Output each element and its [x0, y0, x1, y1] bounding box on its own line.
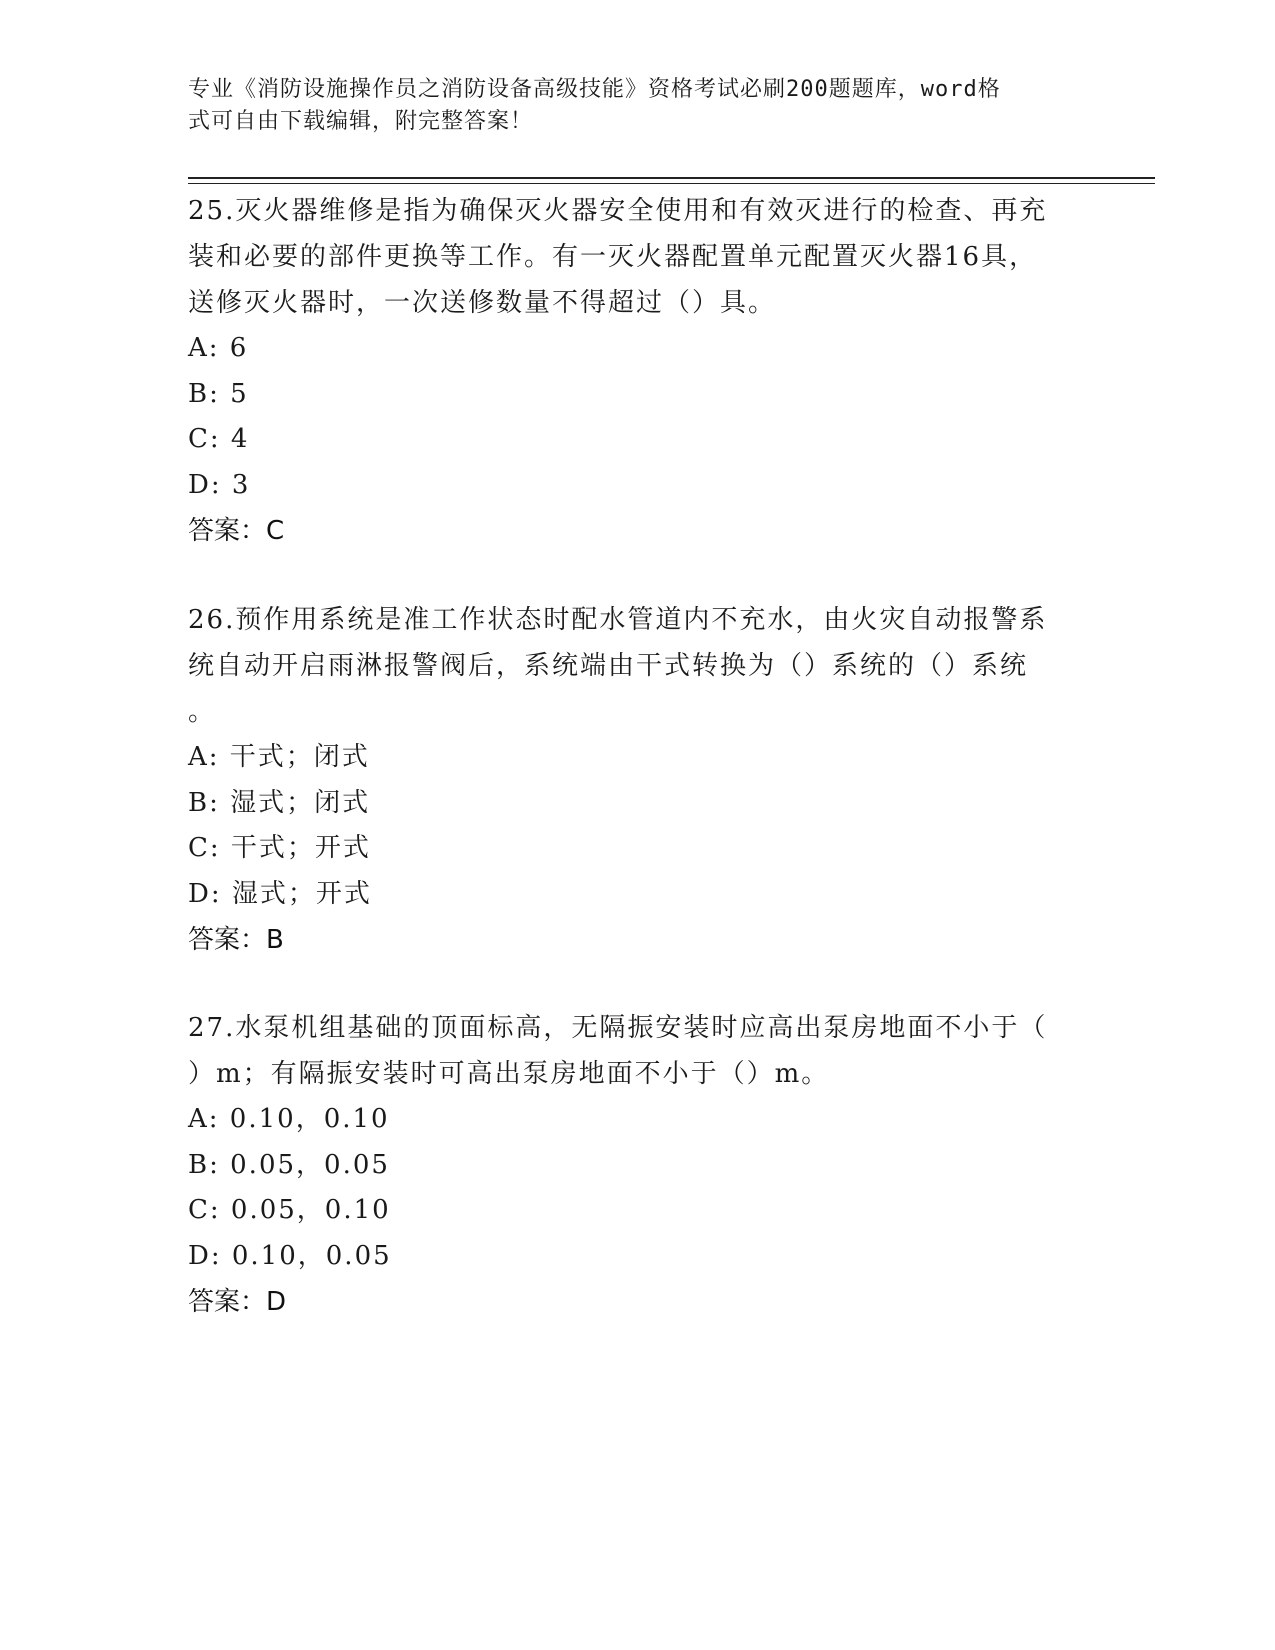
- option-b: B: 5: [188, 378, 249, 409]
- header-divider-thick: [188, 177, 1155, 179]
- option-b: B: 0.05，0.05: [188, 1149, 390, 1180]
- question-25: [188, 188, 1088, 554]
- question-stem-line: 送修灭火器时，一次送修数量不得超过（）具。: [188, 288, 777, 318]
- question-27: [188, 1005, 1088, 1325]
- question-stem-line: ）m；有隔振安装时可高出泵房地面不小于（）m。: [188, 1059, 830, 1089]
- option-b: B: 湿式；闭式: [188, 787, 371, 818]
- question-26: [188, 597, 1088, 963]
- question-stem-line: 统自动开启雨淋报警阀后，系统端由干式转换为（）系统的（）系统: [188, 651, 1029, 681]
- answer: 答案：C: [188, 516, 285, 546]
- answer: 答案：B: [188, 925, 284, 955]
- option-c: C: 0.05，0.10: [188, 1195, 391, 1225]
- option-a: A: 0.10，0.10: [188, 1104, 390, 1134]
- option-d: D: 0.10，0.05: [188, 1240, 392, 1271]
- document-header: [188, 74, 1068, 138]
- header-line-1: 专业《消防设施操作员之消防设备高级技能》资格考试必刷200题题库，word格: [188, 77, 1001, 102]
- header-line-2: 式可自由下载编辑，附完整答案！: [188, 109, 534, 134]
- option-d: D: 湿式；开式: [188, 878, 372, 909]
- option-a: A: 干式；闭式: [188, 742, 370, 772]
- option-d: D: 3: [188, 469, 251, 500]
- option-c: C: 干式；开式: [188, 833, 371, 863]
- question-stem-line: 25.灭火器维修是指为确保灭火器安全使用和有效灭进行的检查、再充: [188, 196, 1048, 226]
- answer: 答案：D: [188, 1287, 287, 1317]
- question-stem-line: 27.水泵机组基础的顶面标高，无隔振安装时应高出泵房地面不小于（: [188, 1013, 1048, 1043]
- option-c: C: 4: [188, 424, 250, 454]
- question-stem-line: 26.预作用系统是准工作状态时配水管道内不充水，由火灾自动报警系: [188, 605, 1048, 635]
- question-stem-line: 。: [188, 697, 217, 727]
- option-a: A: 6: [188, 333, 249, 363]
- question-stem-line: 装和必要的部件更换等工作。有一灭火器配置单元配置灭火器16具，: [188, 242, 1038, 272]
- header-divider-thin: [188, 183, 1155, 184]
